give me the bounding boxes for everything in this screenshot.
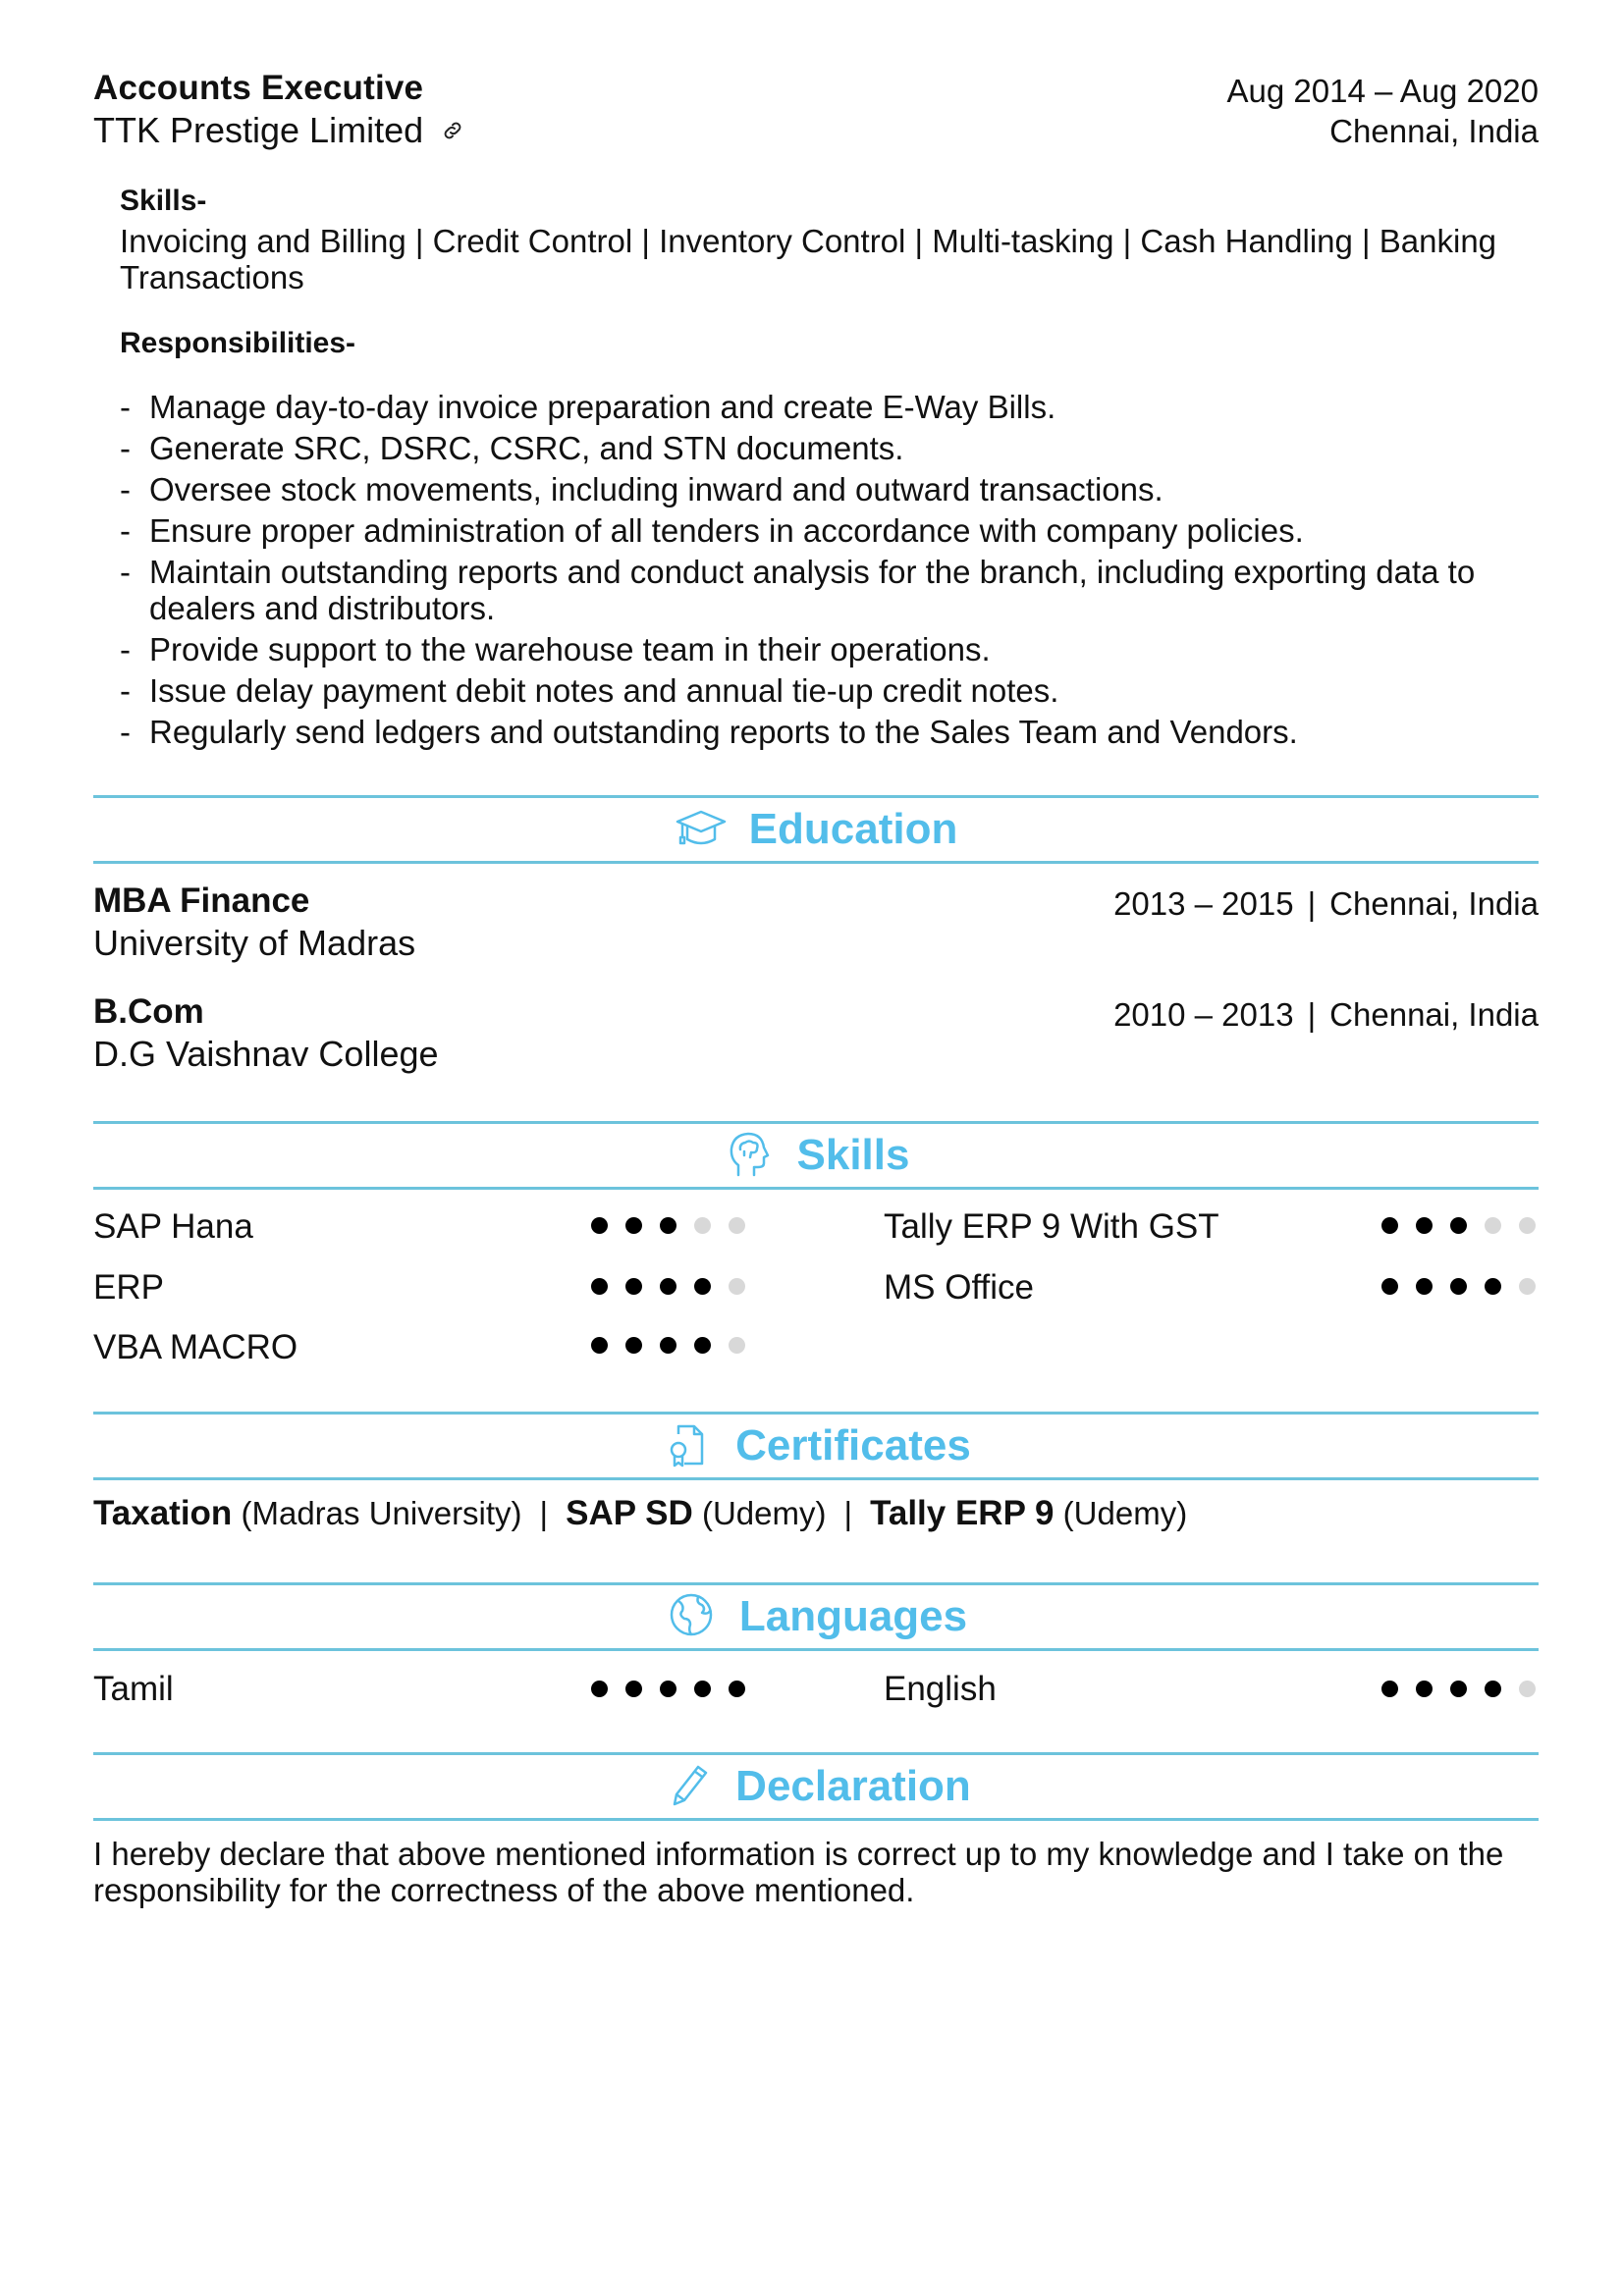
section-header-education <box>93 795 1539 864</box>
certificate-issuer: (Madras University) <box>241 1495 522 1531</box>
section-header-languages <box>93 1582 1539 1651</box>
skill-rating <box>1381 1217 1536 1234</box>
responsibility-item <box>120 471 1539 507</box>
responsibility-text: Oversee stock movements, including inward and outward transactions. <box>149 471 1163 507</box>
rating-dot-filled <box>1381 1278 1398 1295</box>
bullet-dash: - <box>120 554 131 590</box>
job-skills-text: Invoicing and Billing | Credit Control | Inventory Control | Multi-tasking | Cash Handling | Banking Transactions <box>120 223 1497 295</box>
rating-dot-filled <box>1450 1217 1467 1234</box>
rating-dot-filled <box>660 1217 676 1234</box>
job-skills-heading: Skills- <box>120 185 207 217</box>
rating-dot-filled <box>694 1681 711 1697</box>
rating-dot-empty <box>729 1217 745 1234</box>
rating-dot-filled <box>1416 1278 1433 1295</box>
bullet-dash: - <box>120 389 131 425</box>
job-location: Chennai, India <box>1329 113 1539 149</box>
education-degree: B.Com <box>93 992 204 1031</box>
globe-icon <box>665 1591 718 1643</box>
responsibility-item <box>120 512 1539 549</box>
education-degree: MBA Finance <box>93 881 310 920</box>
certificate-issuer: (Udemy) <box>701 1495 827 1531</box>
responsibility-item <box>120 672 1539 709</box>
language-name: English <box>884 1670 997 1708</box>
responsibilities-list <box>120 389 1539 755</box>
certificate-name: Tally ERP 9 <box>870 1494 1055 1532</box>
bullet-dash: - <box>120 471 131 507</box>
rating-dot-filled <box>625 1217 642 1234</box>
bullet-dash: - <box>120 430 131 466</box>
rating-dot-filled <box>1485 1278 1501 1295</box>
graduation-cap-icon <box>675 804 728 856</box>
language-name: Tamil <box>93 1670 174 1708</box>
rating-dot-filled <box>591 1337 608 1354</box>
rating-dot-filled <box>625 1681 642 1697</box>
responsibility-text: Regularly send ledgers and outstanding reports to the Sales Team and Vendors. <box>149 714 1298 750</box>
rating-dot-filled <box>625 1278 642 1295</box>
education-meta <box>1113 885 1539 923</box>
rating-dot-filled <box>1416 1681 1433 1697</box>
rating-dot-empty <box>729 1337 745 1354</box>
responsibility-text: Manage day-to-day invoice preparation and create E-Way Bills. <box>149 389 1056 425</box>
rating-dot-empty <box>1519 1681 1536 1697</box>
job-dates: Aug 2014 – Aug 2020 <box>1226 73 1539 109</box>
certificate-name: Taxation <box>93 1494 233 1532</box>
section-header-certificates <box>93 1412 1539 1480</box>
rating-dot-filled <box>660 1337 676 1354</box>
skill-name: SAP Hana <box>93 1207 253 1246</box>
link-icon[interactable] <box>441 110 464 151</box>
rating-dot-filled <box>660 1681 676 1697</box>
responsibility-text: Maintain outstanding reports and conduct analysis for the branch, including exporting data to dealers and distributors. <box>149 554 1476 626</box>
responsibility-item <box>120 714 1539 750</box>
section-title: Declaration <box>735 1762 971 1810</box>
rating-dot-filled <box>660 1278 676 1295</box>
job-title: Accounts Executive <box>93 69 424 107</box>
rating-dot-empty <box>1485 1217 1501 1234</box>
skill-name: Tally ERP 9 With GST <box>884 1207 1219 1246</box>
certificate-issuer: (Udemy) <box>1062 1495 1188 1531</box>
rating-dot-filled <box>1381 1217 1398 1234</box>
bullet-dash: - <box>120 714 131 750</box>
skill-rating <box>591 1217 745 1234</box>
bullet-dash: - <box>120 512 131 549</box>
pencil-icon <box>661 1761 714 1813</box>
separator: | <box>843 1495 853 1531</box>
rating-dot-filled <box>591 1278 608 1295</box>
certificate-icon <box>661 1420 714 1472</box>
education-years: 2013 – 2015 <box>1113 885 1294 922</box>
bullet-dash: - <box>120 631 131 667</box>
rating-dot-filled <box>1450 1681 1467 1697</box>
company-name: TTK Prestige Limited <box>93 110 424 150</box>
rating-dot-filled <box>591 1681 608 1697</box>
skill-rating <box>591 1278 745 1295</box>
responsibility-text: Provide support to the warehouse team in their operations. <box>149 631 991 667</box>
education-location: Chennai, India <box>1329 885 1539 922</box>
responsibility-text: Ensure proper administration of all tenders in accordance with company policies. <box>149 512 1304 549</box>
responsibility-item <box>120 631 1539 667</box>
rating-dot-filled <box>694 1278 711 1295</box>
rating-dot-filled <box>1416 1217 1433 1234</box>
skill-rating <box>1381 1278 1536 1295</box>
section-header-skills <box>93 1121 1539 1190</box>
skill-rating <box>591 1337 745 1354</box>
head-brain-icon <box>723 1130 776 1182</box>
rating-dot-filled <box>729 1681 745 1697</box>
section-title: Languages <box>738 1592 968 1640</box>
responsibility-text: Generate SRC, DSRC, CSRC, and STN documents. <box>149 430 904 466</box>
company-row <box>93 110 464 151</box>
education-school: University of Madras <box>93 923 416 963</box>
education-meta <box>1113 996 1539 1034</box>
responsibility-item <box>120 554 1539 626</box>
declaration-text: I hereby declare that above mentioned information is correct up to my knowledge and I take on the responsibility for the correctness of the above mentioned. <box>93 1836 1504 1908</box>
rating-dot-filled <box>1381 1681 1398 1697</box>
rating-dot-empty <box>694 1217 711 1234</box>
responsibility-text: Issue delay payment debit notes and annual tie-up credit notes. <box>149 672 1059 709</box>
education-school: D.G Vaishnav College <box>93 1034 439 1074</box>
separator: | <box>1307 885 1317 922</box>
certificates-list <box>93 1494 1187 1533</box>
section-title: Education <box>748 805 958 853</box>
section-title: Certificates <box>735 1421 971 1469</box>
rating-dot-empty <box>1519 1217 1536 1234</box>
bullet-dash: - <box>120 672 131 709</box>
section-title: Skills <box>796 1131 910 1179</box>
language-rating <box>1381 1681 1536 1697</box>
rating-dot-filled <box>591 1217 608 1234</box>
rating-dot-empty <box>1519 1278 1536 1295</box>
section-header-declaration <box>93 1752 1539 1821</box>
rating-dot-filled <box>1485 1681 1501 1697</box>
rating-dot-empty <box>729 1278 745 1295</box>
rating-dot-filled <box>1450 1278 1467 1295</box>
education-location: Chennai, India <box>1329 996 1539 1033</box>
rating-dot-filled <box>694 1337 711 1354</box>
responsibility-item <box>120 430 1539 466</box>
responsibility-item <box>120 389 1539 425</box>
certificate-name: SAP SD <box>566 1494 693 1532</box>
separator: | <box>539 1495 549 1531</box>
responsibilities-heading: Responsibilities- <box>120 327 356 359</box>
language-rating <box>591 1681 745 1697</box>
skill-name: ERP <box>93 1268 164 1307</box>
skill-name: MS Office <box>884 1268 1035 1307</box>
rating-dot-filled <box>625 1337 642 1354</box>
skill-name: VBA MACRO <box>93 1328 298 1366</box>
education-years: 2010 – 2013 <box>1113 996 1294 1033</box>
separator: | <box>1307 996 1317 1033</box>
